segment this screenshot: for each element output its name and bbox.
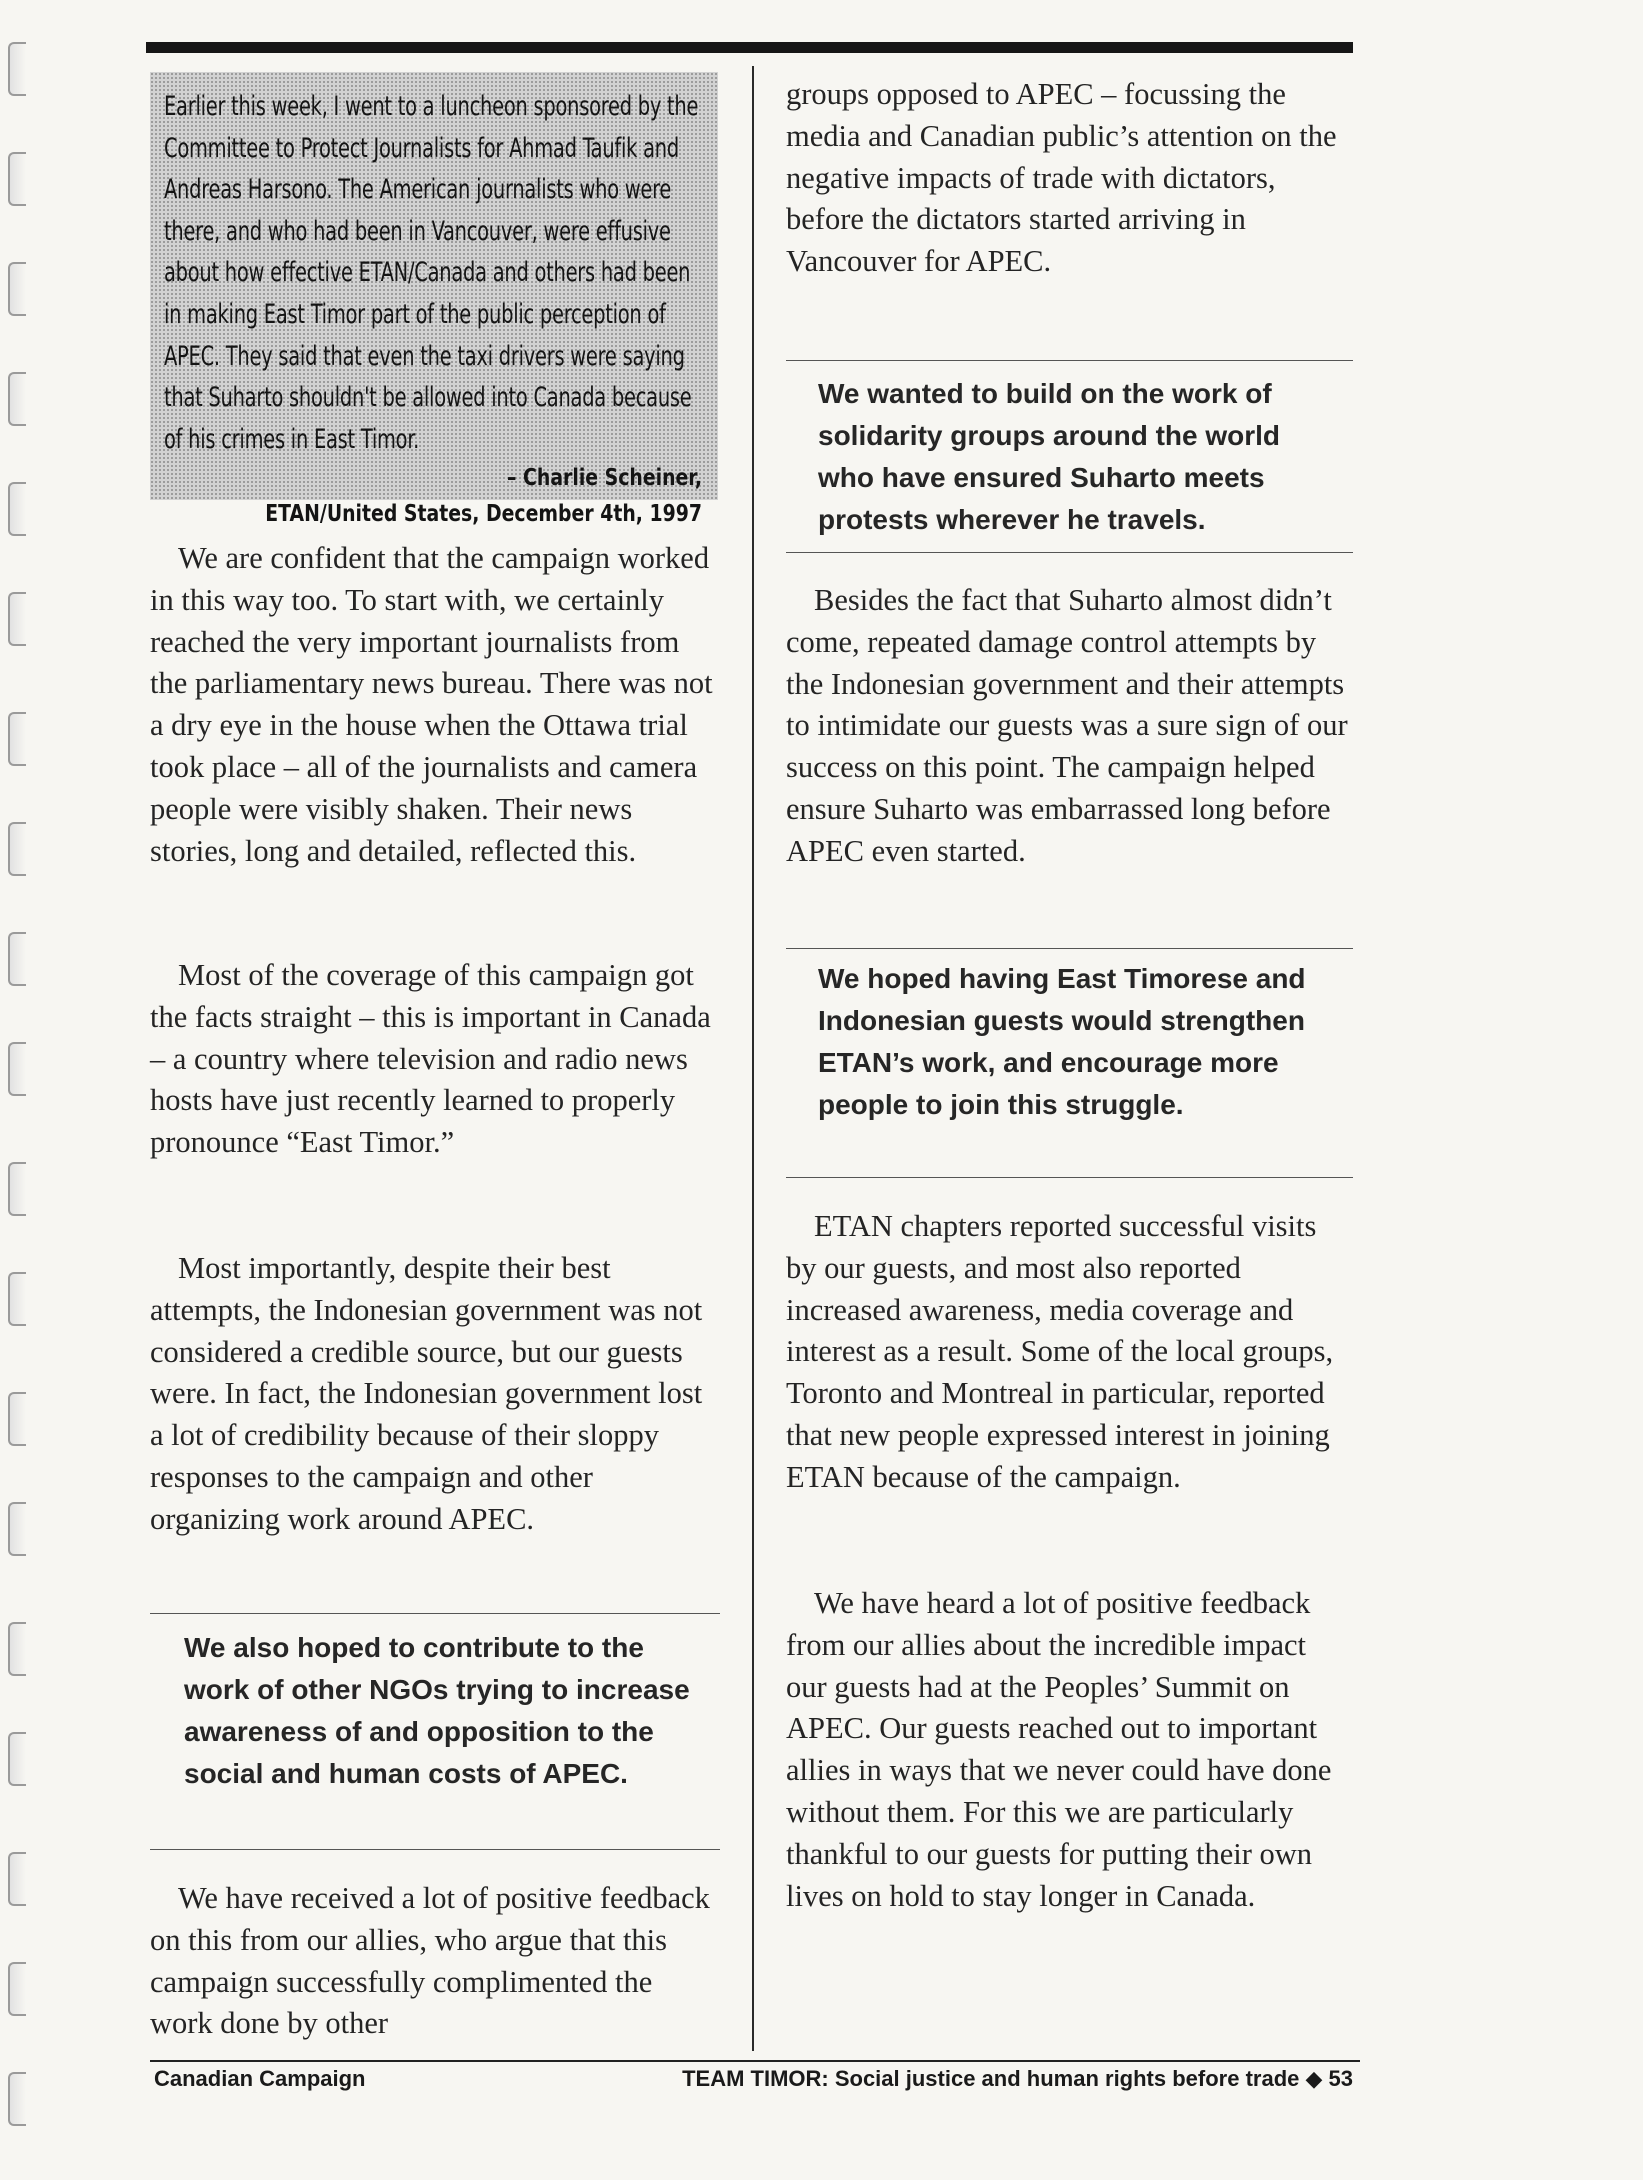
binder-ring [8,42,26,96]
binder-ring [8,1962,26,2016]
column-divider [752,66,754,2051]
binder-ring [8,932,26,986]
binder-ring [8,1162,26,1216]
binder-ring [8,1272,26,1326]
attribution-name: – Charlie Scheiner, [507,465,702,492]
top-rule [146,42,1353,53]
binder-ring [8,482,26,536]
right-paragraph-1: Besides the fact that Suharto almost didn’t come, repeated damage control attempts by the Indonesian government and their attempts to intimidate our guests was a sure sign of our success on this point. The campaign helped ensure Suharto was embarrassed long before APEC even started. [786,583,1348,868]
attribution-affiliation: ETAN/United States, December 4th, 1997 [265,501,702,528]
left-paragraph-1: We are confident that the campaign worked in this way too. To start with, we certainly reached the very important journalists from the parliamentary news bureau. There was not a dry eye in the house when the Ottawa trial took place – all of the journalists and camera people were visibly shaken. Their news stories, long and detailed, reflected this. [150,541,713,868]
left-paragraph-2: Most of the coverage of this campaign got the facts straight – this is important in Canada – a country where television and radio news hosts have just recently learned to properly pronounce “East Timor.” [150,958,711,1160]
footer-section-title: Canadian Campaign [154,2066,366,2091]
right-pullquote-1 [786,360,1353,553]
right-pullquote-1-text: We wanted to build on the work of solidarity groups around the world who have ensured Suharto meets protests wherever he travels. [818,378,1281,535]
binder-ring [8,1732,26,1786]
sidebar-quote-attribution [261,460,702,532]
footer-book-title-page-number: TEAM TIMOR: Social justice and human rights before trade ◆ 53 [682,2066,1353,2091]
sidebar-quote-box [150,72,718,528]
binder-ring [8,822,26,876]
left-paragraph-3: Most importantly, despite their best attempts, the Indonesian government was not considered a credible source, but our guests were. In fact, the Indonesian government lost a lot of credibility because of their sloppy responses to the campaign and other organizing work around APEC. [150,1251,703,1536]
left-pullquote-text: We also hoped to contribute to the work of other NGOs trying to increase awareness of and opposition to the social and human costs of APEC. [184,1632,690,1789]
binder-ring [8,712,26,766]
binder-ring [8,372,26,426]
footer-rule [150,2060,1360,2062]
binder-ring [8,2072,26,2126]
sidebar-quote-text: Earlier this week, I went to a luncheon sponsored by the Committee to Protect Journalists for Ahmad Taufik and Andreas Harsono. The American journalists who were there, and who had been in Vancouver, were effusive about how effective ETAN/Canada and others had been in making East Timor part of the public perception of APEC. They said that even the taxi drivers were saying that Suharto shouldn't be allowed into Canada because of his crimes in East Timor. [164,91,699,455]
binder-ring [8,1502,26,1556]
binder-ring [8,592,26,646]
binder-ring [8,262,26,316]
right-pullquote-2-text: We hoped having East Timorese and Indonesian guests would strengthen ETAN’s work, and encourage more people to join this struggle. [818,963,1306,1120]
binder-ring [8,1042,26,1096]
right-paragraph-0: groups opposed to APEC – focussing the media and Canadian public’s attention on the negative impacts of trade with dictators, before the dictators started arriving in Vancouver for APEC. [786,77,1337,279]
binder-ring [8,1622,26,1676]
right-paragraph-2: ETAN chapters reported successful visits by our guests, and most also reported increased awareness, media coverage and interest as a result. Some of the local groups, Toronto and Montreal in particular, reported that new people expressed interest in joining ETAN because of the campaign. [786,1209,1334,1494]
right-pullquote-2 [786,948,1353,1178]
binder-ring [8,152,26,206]
left-pullquote [150,1613,720,1850]
right-paragraph-3: We have heard a lot of positive feedback from our allies about the incredible impact our guests had at the Peoples’ Summit on APEC. Our guests reached out to important allies in ways that we never could have done without them. For this we are particularly thankful to our guests for putting their own lives on hold to stay longer in Canada. [786,1586,1332,1913]
binder-ring [8,1392,26,1446]
binder-ring [8,1852,26,1906]
left-paragraph-4: We have received a lot of positive feedback on this from our allies, who argue that this campaign successfully complimented the work done by other [150,1881,710,2041]
